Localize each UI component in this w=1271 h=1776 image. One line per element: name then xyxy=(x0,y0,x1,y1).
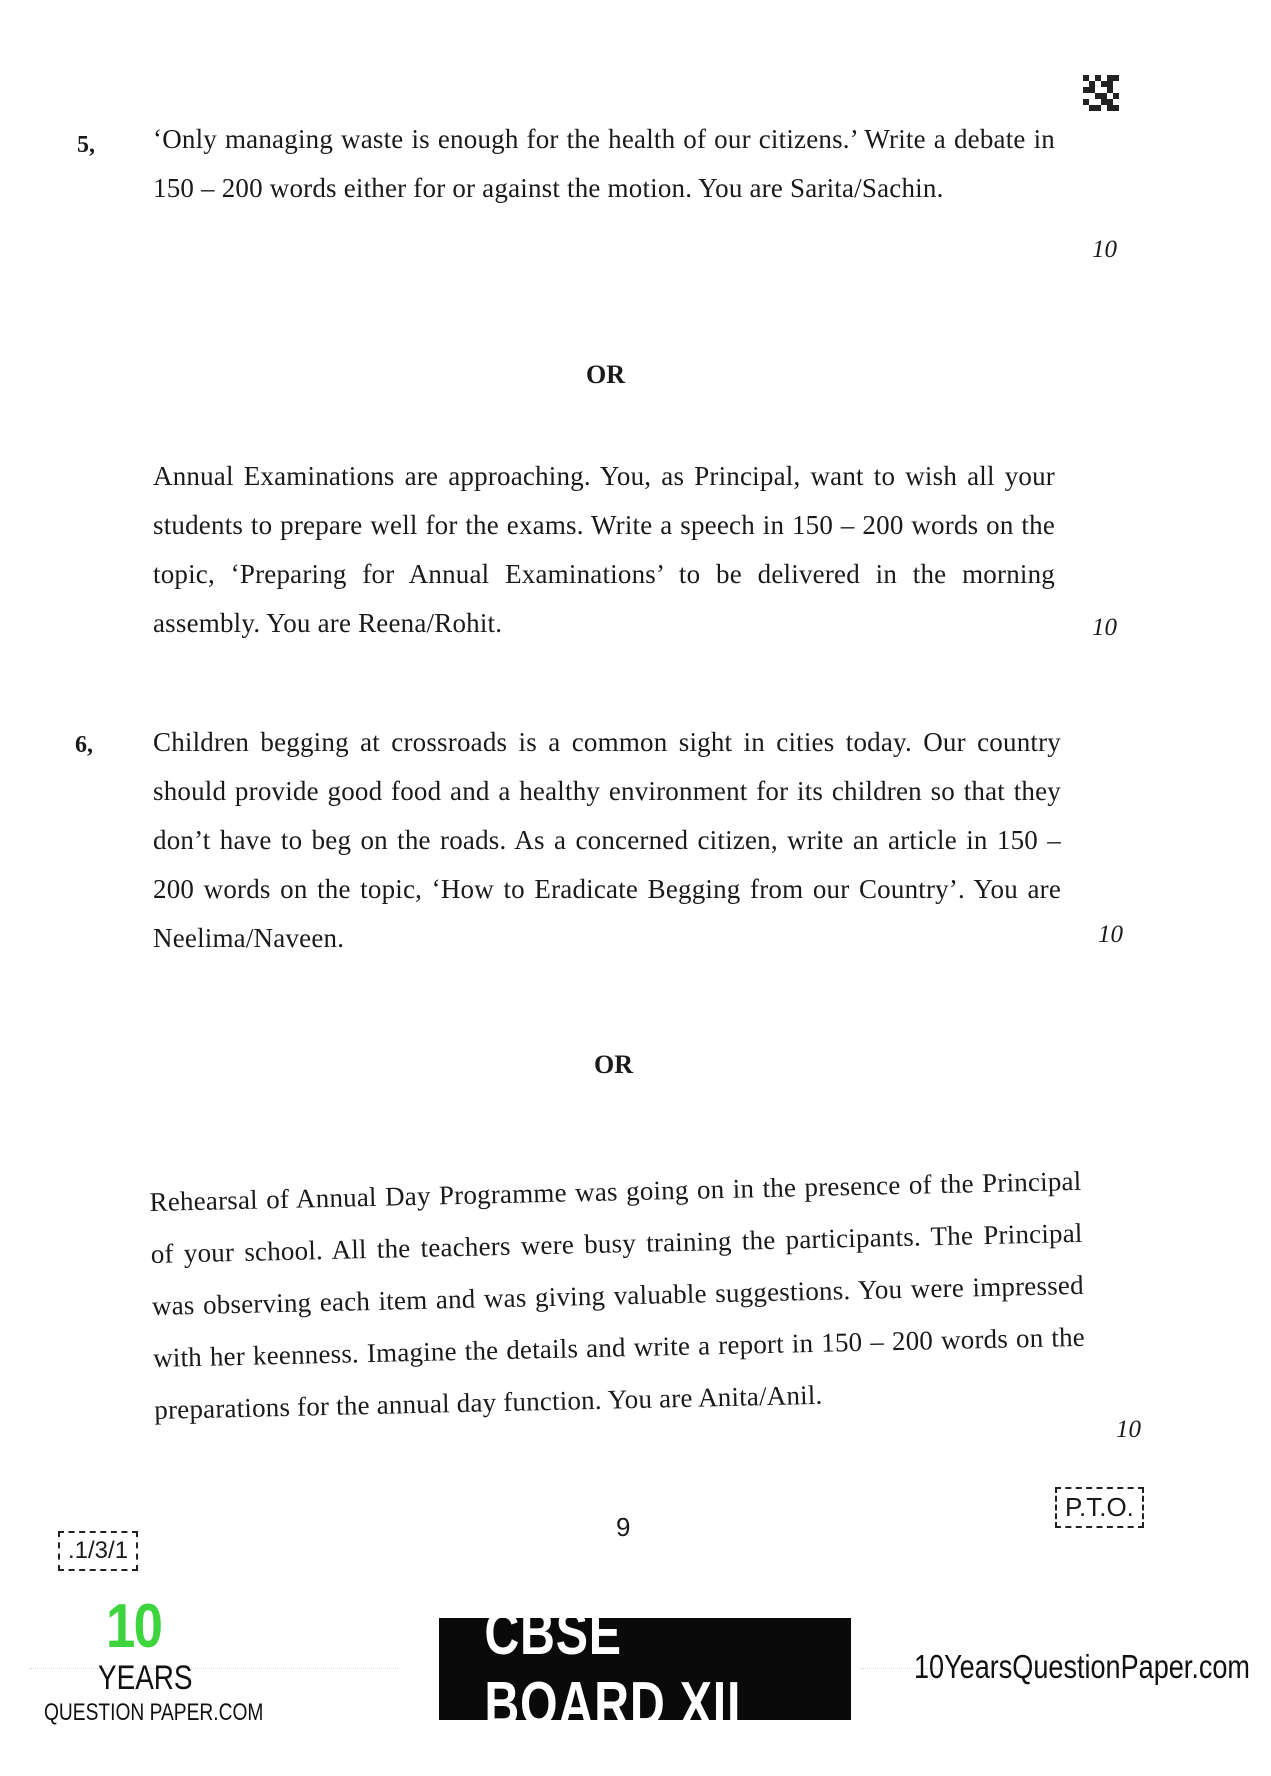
page-number: 9 xyxy=(616,1512,631,1542)
logo-tagline: QUESTION PAPER.COM xyxy=(44,1699,264,1726)
board-banner xyxy=(439,1599,851,1739)
marks-label: 10 xyxy=(1092,614,1117,641)
board-banner-label: CBSE BOARD XII xyxy=(484,1599,742,1739)
paper-code: .1/3/1 xyxy=(58,1531,138,1571)
question-text: ‘Only managing waste is enough for the health of our citizens.’ Write a debate in 150 – 200 words either for or against the motion. You are Sarita/Sachin. xyxy=(153,124,1055,203)
website-link[interactable]: 10YearsQuestionPaper.com xyxy=(914,1648,1250,1685)
question-text: Children begging at crossroads is a common sight in cities today. Our country should provide good food and a healthy environment for its children so that they don’t have to beg on the roads. As a concerned citizen, write an article in 150 – 200 words on the topic, ‘How to Eradicate Begging from our Country’. You are Neelima/Naveen. xyxy=(153,727,1061,953)
footer-divider xyxy=(30,1668,400,1669)
pto-label: P.T.O. xyxy=(1055,1487,1144,1528)
marks-label: 10 xyxy=(1116,1416,1141,1443)
logo-years: YEARS xyxy=(98,1659,193,1697)
marks-label: 10 xyxy=(1092,236,1117,263)
question-text-alternative: Annual Examinations are approaching. You, as Principal, want to wish all your students to prepare well for the exams. Write a speech in 150 – 200 words on the topic, ‘Preparing for Annual Examinations’ to be delivered in the morning assembly. You are Reena/Rohit. xyxy=(153,461,1055,638)
question-number: 5, xyxy=(77,132,95,158)
marks-label: 10 xyxy=(1098,921,1123,948)
or-divider: OR xyxy=(586,360,625,389)
question-number: 6, xyxy=(75,732,93,758)
question-text-alternative: Rehearsal of Annual Day Programme was going on in the presence of the Principal of your school. All the teachers were busy training the participants. The Principal was observing each item and was giving valuable suggestions. You were impressed with her keenness. Imagine the details and write a report in 150 – 200 words on the preparations for the annual day function. You are Anita/Anil. xyxy=(149,1165,1086,1425)
logo-number: 10 xyxy=(106,1592,162,1661)
qr-code-icon xyxy=(1083,75,1119,111)
or-divider: OR xyxy=(594,1050,633,1079)
